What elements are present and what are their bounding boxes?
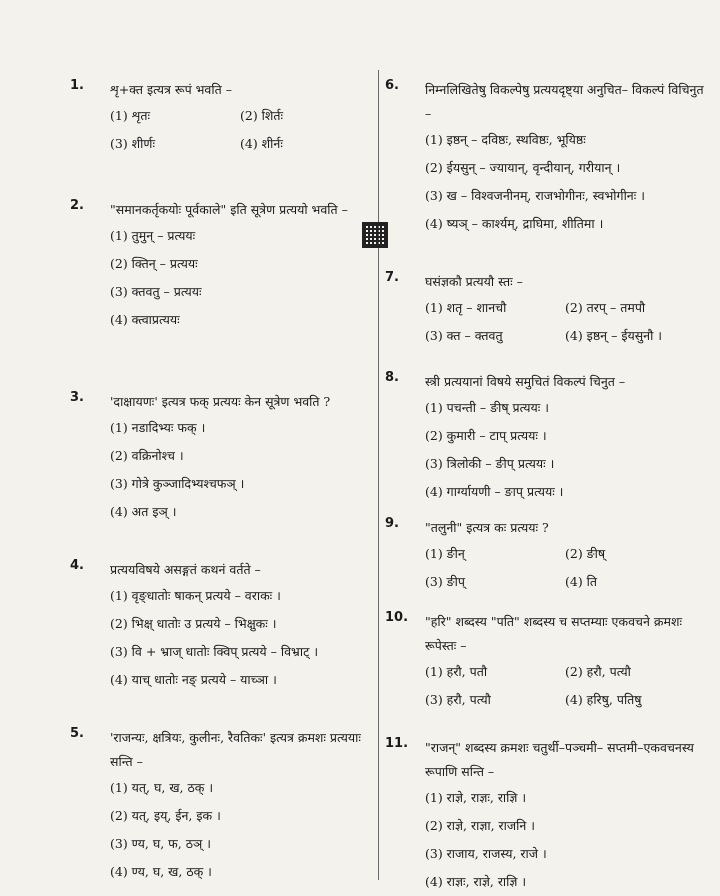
option-row (425, 422, 705, 450)
question-number: 7. (385, 270, 399, 285)
question-number: 2. (70, 198, 84, 213)
question-number: 10. (385, 610, 409, 625)
option-row (110, 582, 370, 610)
question-number: 3. (70, 390, 84, 405)
option-row (110, 102, 370, 130)
question-1 (385, 78, 705, 238)
options (425, 784, 705, 896)
option-2: (2) वक्रिनोश्च । (110, 448, 184, 463)
option-4: (4) अत इञ् । (110, 504, 177, 519)
option-row (425, 182, 705, 210)
option-3: (3) गोत्रे कुञ्जादिभ्यश्चफञ् । (110, 476, 245, 491)
question-6 (385, 736, 705, 896)
option-2: (2) राज्ञे, राज्ञा, राजनि । (425, 818, 536, 833)
option-row (110, 442, 370, 470)
option-2: (2) भिक्ष् धातोः उ प्रत्यये – भिक्षुकः । (110, 616, 277, 631)
option-1: (1) शतृ – शानचौ (425, 300, 507, 315)
option-row (425, 394, 705, 422)
option-3: (3) ण्य, घ, फ, ठञ् । (110, 836, 211, 851)
option-row (110, 414, 370, 442)
option-row (425, 812, 705, 840)
question-text: 'दाक्षायणः' इत्यत्र फक् प्रत्ययः केन सूत्रेण भवति ? (110, 394, 331, 409)
question-number: 1. (70, 78, 84, 93)
question-text: "राजन्" शब्दस्य क्रमशः चतुर्थी–पञ्चमी– सप्तमी–एकवचनस्य रूपाणि सन्ति – (425, 740, 694, 779)
question-number: 4. (70, 558, 84, 573)
option-1: (1) तुमुन् – प्रत्ययः (110, 228, 196, 243)
option-row (110, 278, 370, 306)
option-row (110, 666, 370, 694)
option-1: (1) शृतः (110, 108, 151, 123)
option-row (425, 868, 705, 896)
question-2 (385, 270, 705, 350)
option-2: (2) शिर्तः (240, 108, 284, 123)
option-2: (2) ङीष् (565, 546, 606, 561)
option-3: (3) हरौ, पत्यौ (425, 692, 491, 707)
column-divider (378, 70, 379, 880)
question-text: "समानकर्तृकयोः पूर्वकाले" इति सूत्रेण प्रत्ययो भवति – (110, 202, 348, 217)
option-4: (4) इष्ठन् – ईयसुनौ । (565, 328, 663, 343)
question-number: 5. (70, 726, 84, 741)
option-1: (1) इष्ठन् – दविष्ठः, स्थविष्ठः, भूयिष्ठः (425, 132, 586, 147)
option-row (110, 306, 370, 334)
option-row (425, 840, 705, 868)
option-1: (1) यत्, घ, ख, ठक् । (110, 780, 214, 795)
option-row (425, 568, 705, 596)
question-5 (385, 610, 705, 714)
option-4: (4) याच् धातोः नङ् प्रत्यये – याच्ञा । (110, 672, 277, 687)
options (110, 582, 370, 694)
options (110, 102, 370, 158)
question-4 (385, 516, 705, 596)
option-row (425, 658, 705, 686)
option-row (425, 294, 705, 322)
option-row (110, 250, 370, 278)
option-row (425, 450, 705, 478)
option-4: (4) हरिषु, पतिषु (565, 692, 642, 707)
question-4 (70, 558, 370, 694)
question-text: स्त्री प्रत्ययानां विषये समुचितं विकल्पं चिनुत – (425, 374, 626, 389)
option-3: (3) क्त – क्तवतु (425, 328, 503, 343)
options (425, 394, 705, 506)
option-1: (1) राज्ञे, राज्ञः, राज्ञि । (425, 790, 527, 805)
question-5 (70, 726, 370, 886)
option-3: (3) राजाय, राजस्य, राजे । (425, 846, 547, 861)
option-row (110, 774, 370, 802)
option-row (110, 610, 370, 638)
option-4: (4) राज्ञः, राज्ञे, राज्ञि । (425, 874, 527, 889)
option-2: (2) हरौ, पत्यौ (565, 664, 631, 679)
option-row (110, 830, 370, 858)
option-row (110, 858, 370, 886)
question-text: निम्नलिखितेषु विकल्पेषु प्रत्ययदृष्ट्या अनुचित– विकल्पं विचिनुत – (425, 82, 704, 121)
option-row (425, 686, 705, 714)
question-number: 8. (385, 370, 399, 385)
option-3: (3) वि + भ्राज् धातोः क्विप् प्रत्यये – विभ्राट् । (110, 644, 319, 659)
option-4: (4) ण्य, घ, ख, ठक् । (110, 864, 212, 879)
question-number: 6. (385, 78, 399, 93)
option-4: (4) क्त्वाप्रत्ययः (110, 312, 180, 327)
option-row (110, 222, 370, 250)
option-1: (1) ङीन् (425, 546, 465, 561)
question-1 (70, 78, 370, 158)
options (110, 414, 370, 526)
options (110, 222, 370, 334)
options (425, 658, 705, 714)
option-1: (1) वृङ्धातोः षाकन् प्रत्यये – वराकः । (110, 588, 281, 603)
option-3: (3) त्रिलोकी – ङीप् प्रत्ययः । (425, 456, 555, 471)
option-1: (1) पचन्ती – ङीष् प्रत्ययः । (425, 400, 549, 415)
options (110, 774, 370, 886)
option-row (110, 130, 370, 158)
option-2: (2) तरप् – तमपौ (565, 300, 646, 315)
option-3: (3) ङीप् (425, 574, 465, 589)
question-text: "हरि" शब्दस्य "पति" शब्दस्य च सप्तम्याः एकवचने क्रमशः रूपेस्तः – (425, 614, 682, 653)
options (425, 126, 705, 238)
option-3: (3) क्तवतु – प्रत्ययः (110, 284, 202, 299)
option-4: (4) गार्ग्यायणी – ङाप् प्रत्ययः । (425, 484, 564, 499)
options (425, 294, 705, 350)
option-2: (2) क्तिन् – प्रत्ययः (110, 256, 198, 271)
option-4: (4) ष्यञ् – कार्श्यम्, द्राघिमा, शीतिमा । (425, 216, 604, 231)
option-row (110, 638, 370, 666)
option-row (425, 154, 705, 182)
question-text: प्रत्ययविषये असङ्गतं कथनं वर्तते – (110, 562, 261, 577)
option-2: (2) यत्, इय्, ईन, इक । (110, 808, 221, 823)
question-text: "तलुनी" इत्यत्र कः प्रत्ययः ? (425, 520, 549, 535)
question-3 (385, 370, 705, 506)
option-1: (1) हरौ, पतौ (425, 664, 488, 679)
options (425, 540, 705, 596)
option-row (425, 478, 705, 506)
question-2 (70, 198, 370, 334)
option-row (110, 802, 370, 830)
option-row (425, 210, 705, 238)
option-2: (2) कुमारी – टाप् प्रत्ययः । (425, 428, 547, 443)
question-number: 9. (385, 516, 399, 531)
question-text: घसंज्ञकौ प्रत्ययौ स्तः – (425, 274, 523, 289)
option-3: (3) शीर्णः (110, 136, 155, 151)
question-text: शृ+क्त इत्यत्र रूपं भवति – (110, 82, 232, 97)
option-row (425, 322, 705, 350)
option-row (425, 540, 705, 568)
option-2: (2) ईयसुन् – ज्यायान्, वृन्दीयान्, गरीयान् । (425, 160, 621, 175)
question-text: 'राजन्यः, क्षत्रियः, कुलीनः, रैवतिकः' इत्यत्र क्रमशः प्रत्ययाः सन्ति – (110, 730, 361, 769)
option-row (110, 470, 370, 498)
option-3: (3) ख – विश्वजनीनम्, राजभोगीनः, स्वभोगीनः । (425, 188, 645, 203)
option-4: (4) ति (565, 574, 598, 589)
option-row (425, 784, 705, 812)
option-1: (1) नडादिभ्यः फक् । (110, 420, 206, 435)
option-4: (4) शीर्नः (240, 136, 283, 151)
question-number: 11. (385, 736, 409, 751)
option-row (425, 126, 705, 154)
option-row (110, 498, 370, 526)
question-3 (70, 390, 370, 526)
